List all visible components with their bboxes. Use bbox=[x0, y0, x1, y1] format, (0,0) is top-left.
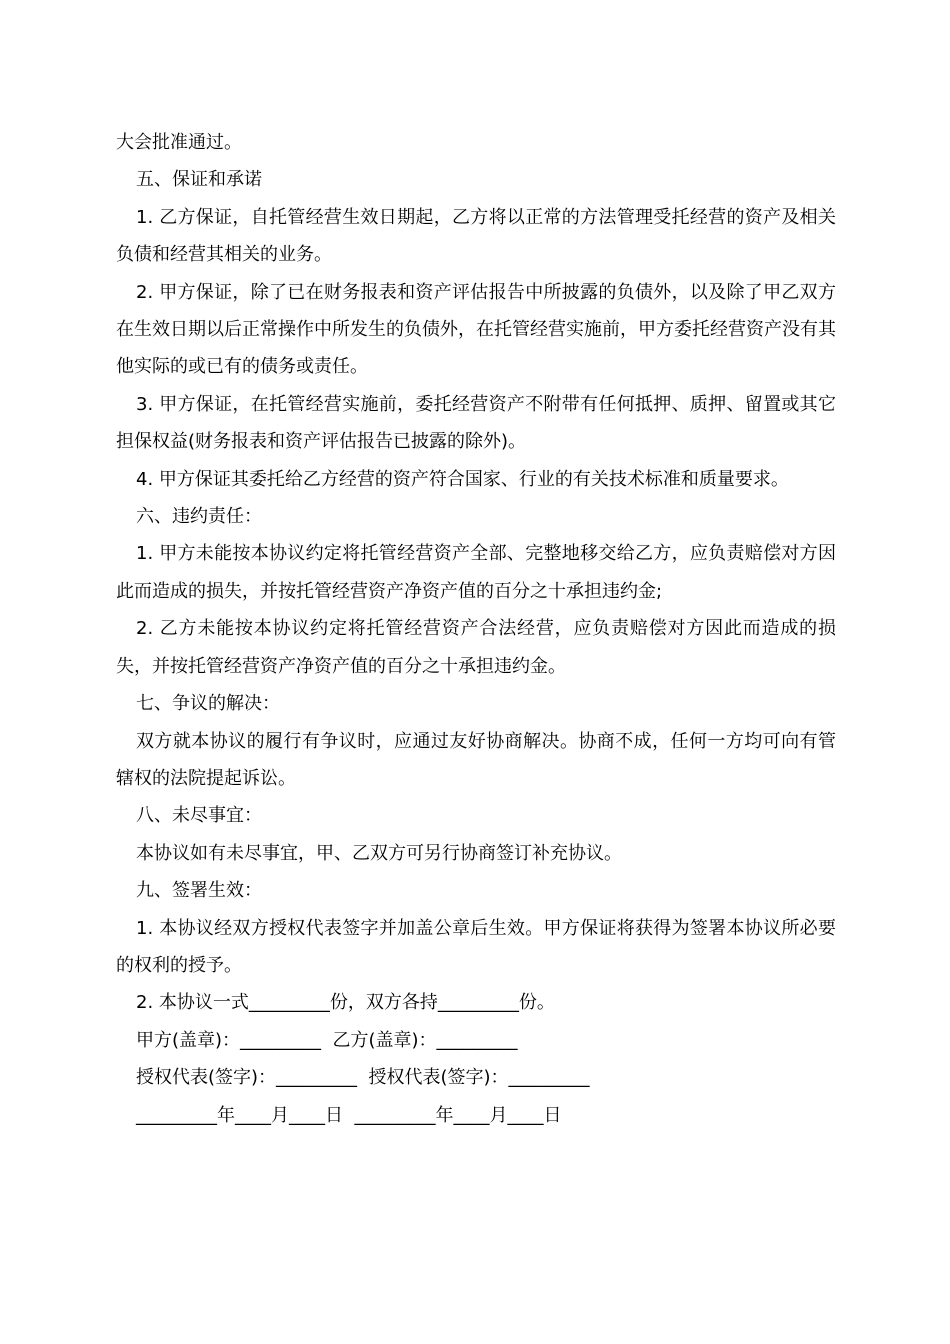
clause-9-1: 1. 本协议经双方授权代表签字并加盖公章后生效。甲方保证将获得为签署本协议所必要的权利的授予。 bbox=[116, 917, 836, 976]
clause-5-3: 3. 甲方保证，在托管经营实施前，委托经营资产不附带有任何抵押、质押、留置或其它担保权益(财务报表和资产评估报告已披露的除外)。 bbox=[116, 393, 836, 453]
signature-representative-line: 授权代表(签字)：_________ 授权代表(签字)：_________ bbox=[136, 1067, 590, 1089]
clause-9-2: 2. 本协议一式_________份，双方各持_________份。 bbox=[136, 992, 555, 1014]
clause-5-4: 4. 甲方保证其委托给乙方经营的资产符合国家、行业的有关技术标准和质量要求。 bbox=[136, 468, 789, 490]
section-heading-7: 七、争议的解决： bbox=[136, 693, 280, 715]
section-heading-6: 六、违约责任： bbox=[136, 506, 262, 528]
section-heading-5: 五、保证和承诺 bbox=[136, 169, 262, 191]
clause-5-1: 1. 乙方保证，自托管经营生效日期起，乙方将以正常的方法管理受托经营的资产及相关负债和经营其相关的业务。 bbox=[116, 206, 836, 266]
section-heading-9: 九、签署生效： bbox=[136, 880, 262, 902]
signature-date-line: _________年____月____日 _________年____月____日 bbox=[136, 1104, 562, 1126]
signature-seal-line: 甲方(盖章)：_________ 乙方(盖章)：_________ bbox=[136, 1029, 518, 1051]
clause-6-1: 1. 甲方未能按本协议约定将托管经营资产全部、完整地移交给乙方，应负责赔偿对方因此而造成的损失，并按托管经营资产净资产值的百分之十承担违约金; bbox=[116, 543, 836, 602]
clause-8: 本协议如有未尽事宜，甲、乙双方可另行协商签订补充协议。 bbox=[136, 842, 622, 864]
paragraph-continuation: 大会批准通过。 bbox=[116, 132, 242, 153]
clause-5-2: 2. 甲方保证，除了已在财务报表和资产评估报告中所披露的负债外，以及除了甲乙双方在生效日期以后正常操作中所发生的负债外，在托管经营实施前，甲方委托经营资产没有其他实际的或已有的债务或责任。 bbox=[116, 281, 836, 378]
document-page bbox=[116, 124, 836, 1134]
clause-6-2: 2. 乙方未能按本协议约定将托管经营资产合法经营，应负责赔偿对方因此而造成的损失，并按托管经营资产净资产值的百分之十承担违约金。 bbox=[116, 618, 836, 677]
section-heading-8: 八、未尽事宜： bbox=[136, 805, 262, 827]
clause-7: 双方就本协议的履行有争议时，应通过友好协商解决。协商不成，任何一方均可向有管辖权的法院提起诉讼。 bbox=[116, 730, 836, 789]
